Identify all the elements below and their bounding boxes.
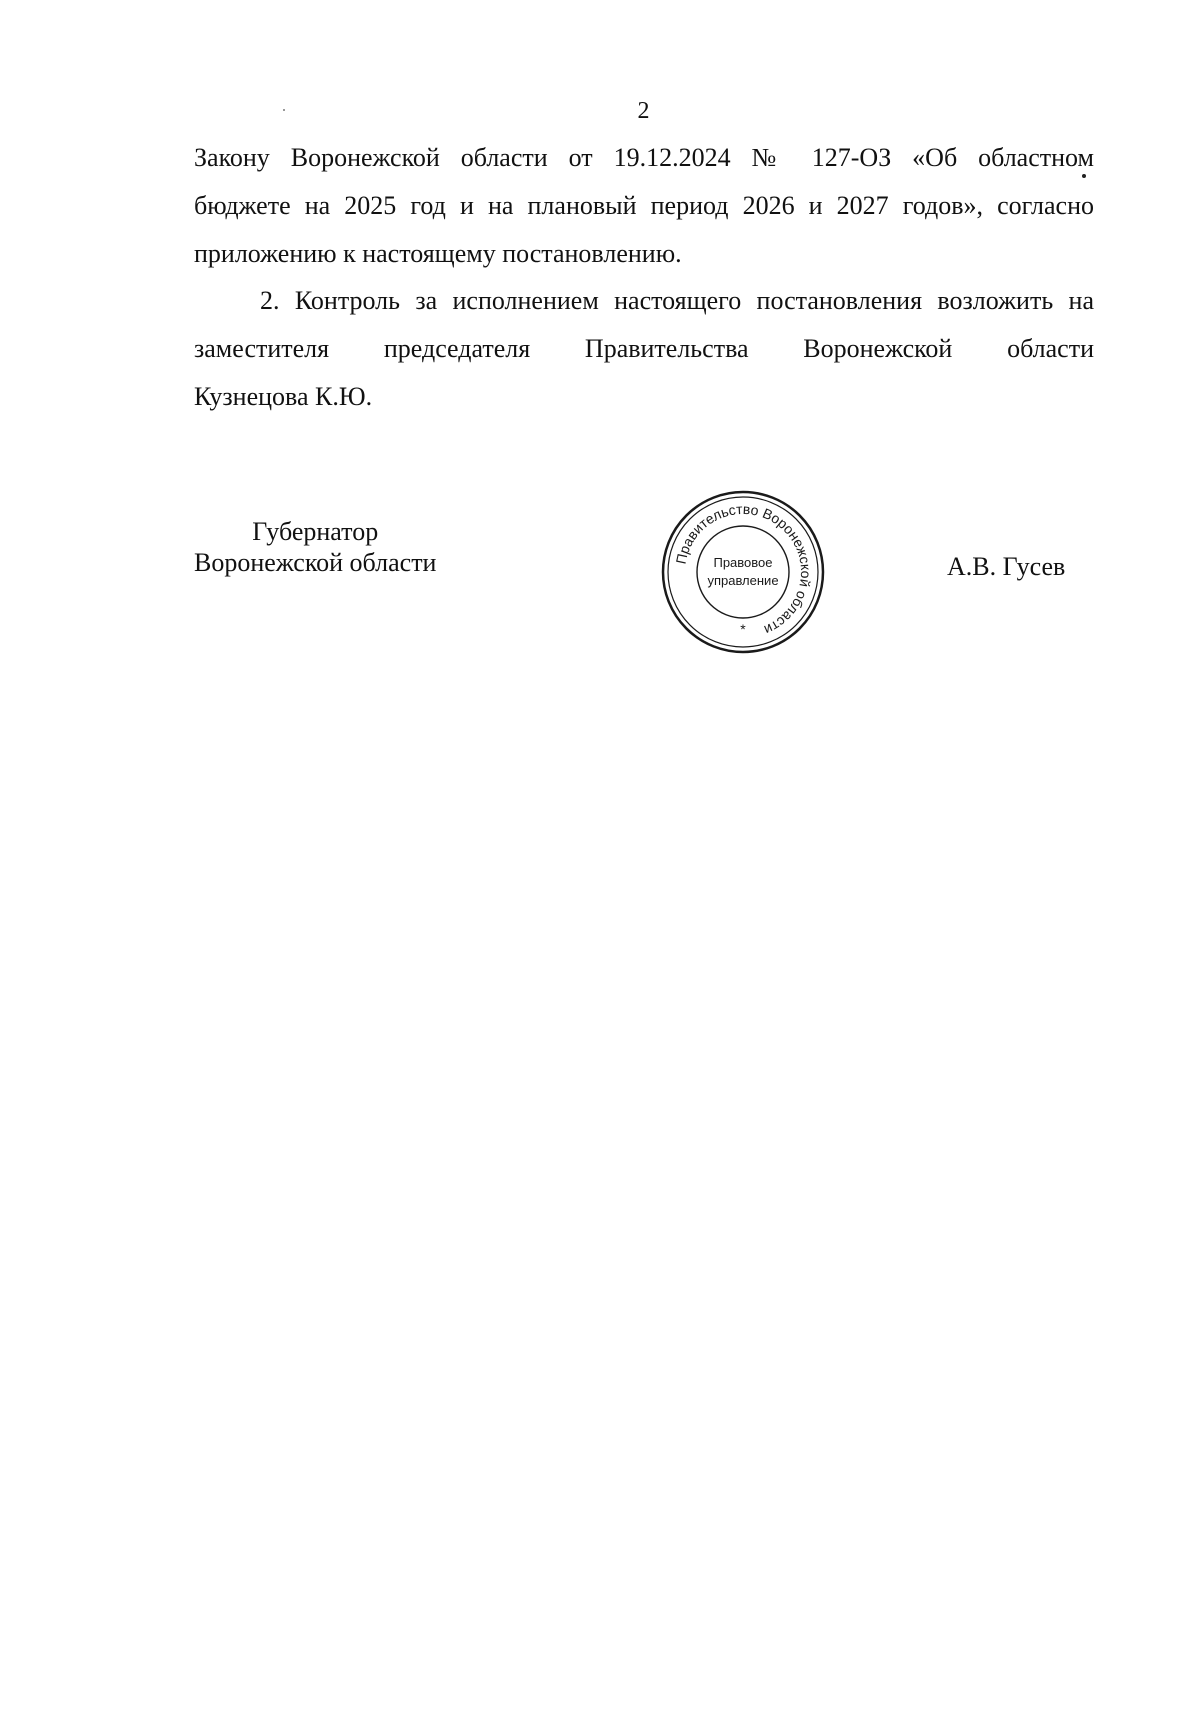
signatory-title-line-1: Губернатор [252,517,379,546]
page-number: 2 [637,98,650,124]
paragraph-1-line-1: Закону Воронежской области от 19.12.2024 № 127-ОЗ «Об областном [194,143,1094,172]
paragraph-2-line-1: 2. Контроль за исполнением настоящего постановления возложить на [260,286,1094,315]
paragraph-2-line-2: заместителя председателя Правительства Воронежской области [194,334,1094,363]
stamp-inner-line-2: управление [707,573,779,588]
stamp-star-icon: * [740,621,746,637]
stamp-outer-text: Правительство Воронежской области [672,500,815,639]
paragraph-1-line-3: приложению к настоящему постановлению. [194,239,682,268]
official-stamp [660,489,826,655]
scan-dot [1082,174,1086,178]
stamp-inner-line-1: Правовое [713,555,773,570]
signatory-title [194,516,436,578]
paragraph-1-line-2: бюджете на 2025 год и на плановый период 2026 и 2027 годов», согласно [194,191,1094,220]
paragraph-2-line-3: Кузнецова К.Ю. [194,382,373,411]
paragraph-1 [194,134,1094,278]
signatory-name: А.В. Гусев [947,552,1066,581]
signatory-title-line-2: Воронежской области [194,548,437,577]
paragraph-2 [194,277,1094,421]
